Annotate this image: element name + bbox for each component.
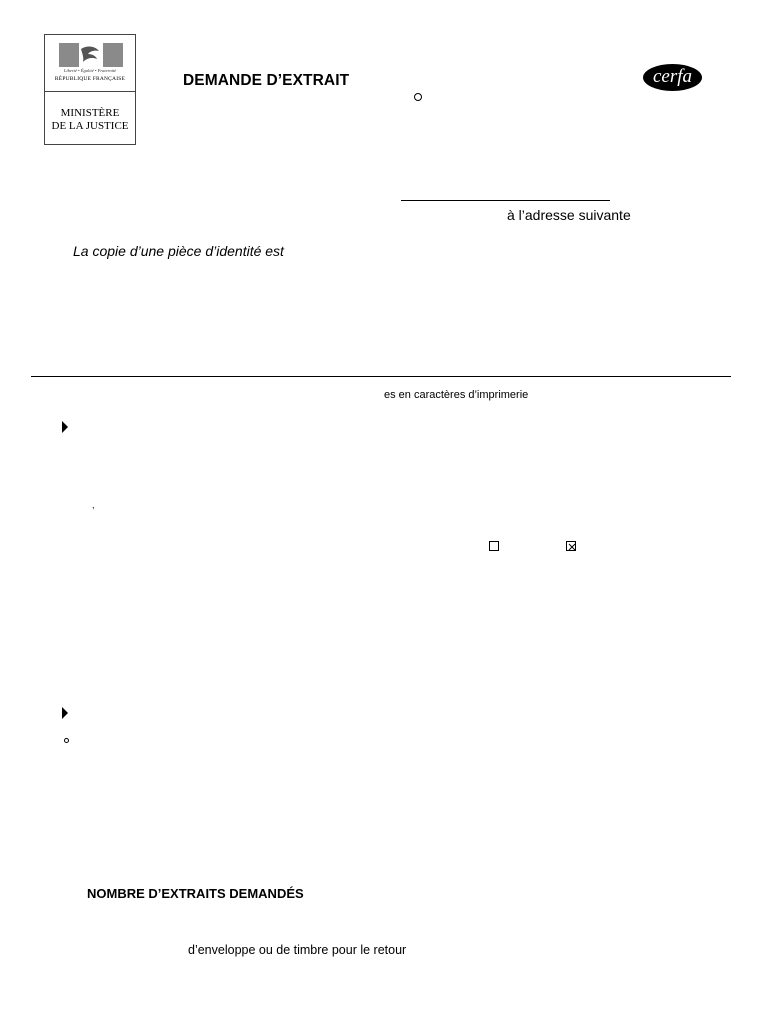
tick-mark: , (92, 500, 95, 510)
degree-symbol-small (64, 738, 69, 743)
ministry-logo (44, 34, 136, 145)
marianne-logo-area (45, 35, 135, 92)
ministry-name-line2: DE LA JUSTICE (51, 120, 129, 132)
republique-text: RÉPUBLIQUE FRANÇAISE (54, 76, 126, 82)
degree-symbol (414, 93, 422, 101)
cerfa-logo: cerfa (643, 64, 702, 91)
marianne-icon (59, 43, 123, 67)
envelope-note: d’enveloppe ou de timbre pour le retour (188, 943, 407, 957)
section-divider (31, 376, 731, 377)
section-arrow-icon (62, 421, 68, 433)
devise-text: Liberté • Égalité • Fraternité (63, 68, 117, 73)
checkbox-cross-icon (567, 542, 577, 552)
address-text: à l’adresse suivante (507, 207, 631, 223)
section-arrow-icon (62, 707, 68, 719)
address-underline (401, 200, 610, 201)
print-instruction: es en caractères d’imprimerie (384, 389, 529, 401)
form-title: DEMANDE D’EXTRAIT (183, 72, 350, 89)
extract-count-heading: NOMBRE D’EXTRAITS DEMANDÉS (87, 886, 304, 901)
option-checkbox-2[interactable] (566, 541, 576, 551)
option-checkbox-1[interactable] (489, 541, 499, 551)
ministry-name (45, 107, 135, 133)
ministry-name-line1: MINISTÈRE (60, 107, 120, 119)
id-copy-note: La copie d’une pièce d’identité est (73, 243, 284, 259)
